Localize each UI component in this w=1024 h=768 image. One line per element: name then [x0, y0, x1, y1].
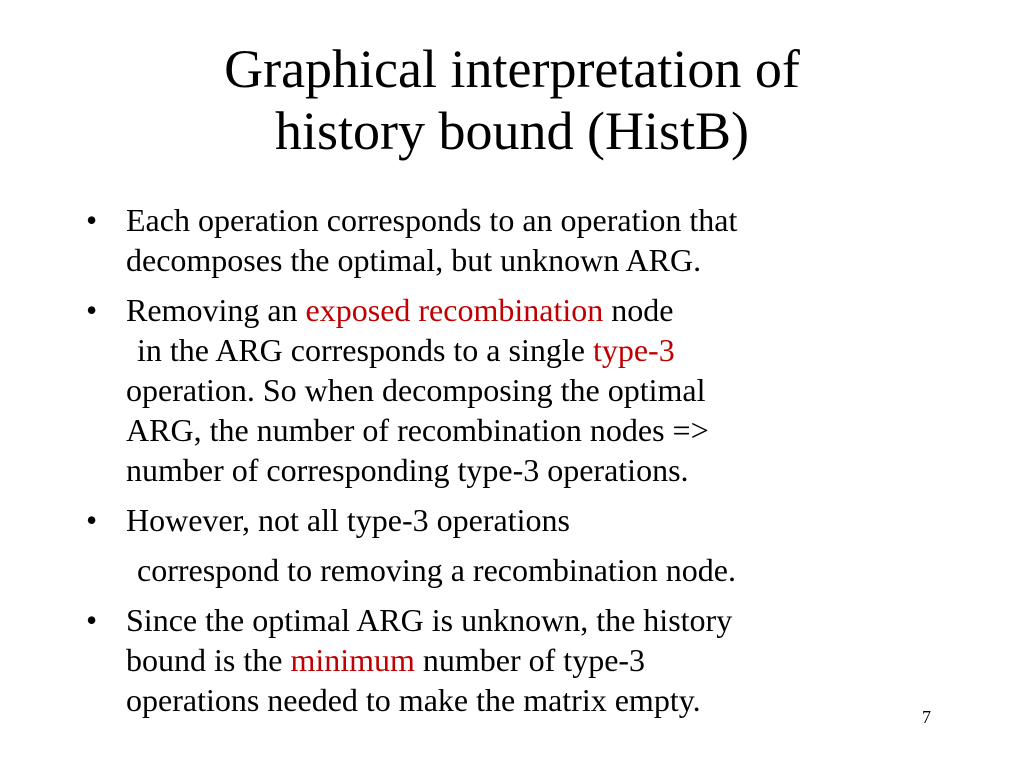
slide-number: 7 — [922, 707, 931, 727]
bullet-line — [126, 600, 926, 640]
text-run: decomposes the optimal, but unknown ARG. — [126, 242, 702, 278]
bullet-line — [126, 370, 926, 410]
slide-title — [0, 38, 1024, 162]
text-run: operations needed to make the matrix empty. — [126, 682, 701, 718]
title-line-1: Graphical interpretation of — [224, 39, 800, 99]
bullet-item — [86, 200, 926, 280]
bullet-line — [126, 330, 926, 370]
highlight-minimum: minimum — [290, 642, 415, 678]
text-run: However, not all type-3 operations — [126, 502, 570, 538]
text-run: Removing an — [126, 292, 306, 328]
bullet-list — [86, 200, 926, 730]
bullet-item — [86, 500, 926, 590]
bullet-line — [126, 640, 926, 680]
text-run: correspond to removing a recombination node. — [137, 552, 736, 588]
title-line-2: history bound (HistB) — [274, 101, 749, 161]
bullet-line — [126, 410, 926, 450]
bullet-line — [126, 550, 926, 590]
text-run: operation. So when decomposing the optimal — [126, 372, 706, 408]
highlight-exposed-recombination: exposed recombination — [305, 292, 604, 328]
bullet-line — [126, 240, 926, 280]
text-run: bound is the — [126, 642, 291, 678]
text-run: ARG, the number of recombination nodes => — [126, 412, 709, 448]
highlight-type-3: type-3 — [592, 332, 675, 368]
bullet-item — [86, 600, 926, 720]
text-run: Since the optimal ARG is unknown, the history — [126, 602, 733, 638]
bullet-item — [86, 290, 926, 490]
text-run: Each operation corresponds to an operation that — [126, 202, 738, 238]
bullet-line — [126, 680, 926, 720]
bullet-line — [126, 200, 926, 240]
bullet-line — [126, 290, 926, 330]
text-run: number of corresponding type-3 operations. — [126, 452, 689, 488]
bullet-line — [126, 500, 926, 540]
text-run: number of type-3 — [414, 642, 646, 678]
text-run: in the ARG corresponds to a single — [137, 332, 593, 368]
bullet-line — [126, 450, 926, 490]
text-run: node — [603, 292, 674, 328]
